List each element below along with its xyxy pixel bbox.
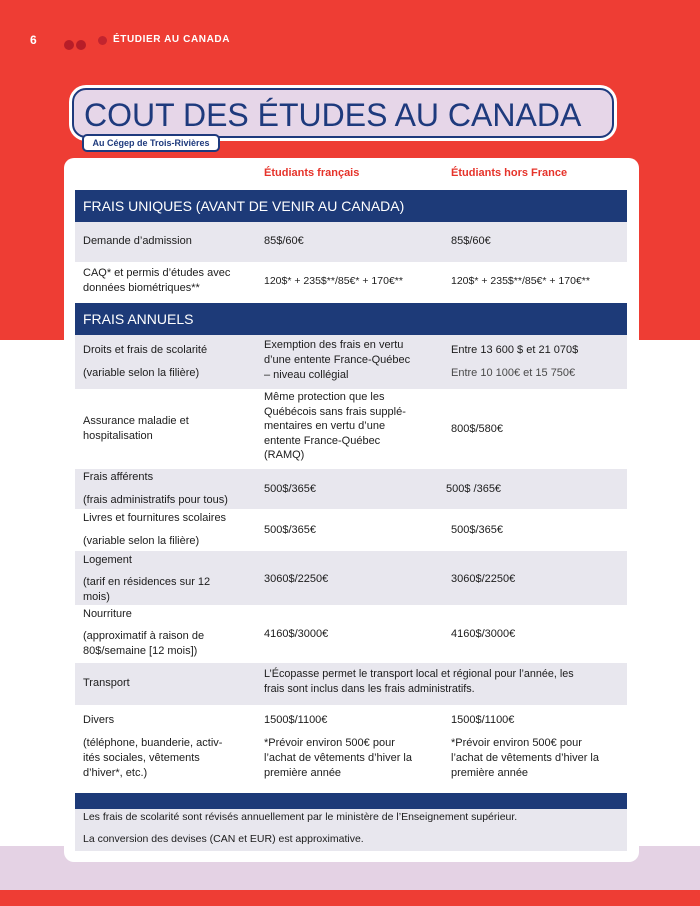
row-value-fees-french: 500$/365€ xyxy=(264,483,316,495)
row-label-tuition: Droits et frais de scolarité xyxy=(83,344,208,356)
row-note-misc-international: *Prévoir environ 500€ pour l’achat de vêtements d’hiver la première année xyxy=(451,737,599,780)
section-header-one-time-fees: FRAIS UNIQUES (AVANT DE VENIR AU CANADA) xyxy=(75,190,627,222)
footer-note-currency: La conversion des devises (CAN et EUR) est approximative. xyxy=(83,833,364,845)
row-sublabel-fees: (frais administratifs pour tous) xyxy=(83,494,228,506)
row-value-misc-international: 1500$/1100€ xyxy=(451,714,515,726)
column-header-international: Étudiants hors France xyxy=(451,167,568,179)
page-title: COUT DES ÉTUDES AU CANADA xyxy=(84,97,582,133)
row-value-food-french: 4160$/3000€ xyxy=(264,628,329,640)
row-sublabel-misc: (téléphone, buanderie, activ- ités sociales, vêtements d’hiver*, etc.) xyxy=(83,737,223,780)
section-label: ÉTUDIER AU CANADA xyxy=(113,34,231,45)
subtitle-badge: Au Cégep de Trois-Rivières xyxy=(82,134,220,152)
page-number: 6 xyxy=(30,33,37,47)
row-value-books-international: 500$/365€ xyxy=(451,524,503,536)
background-bottom-red-band xyxy=(0,890,700,906)
row-label-housing: Logement xyxy=(83,554,132,566)
row-value-tuition-french: Exemption des frais en vertu d’une entente France-Québec – niveau collégial xyxy=(264,339,411,382)
row-sublabel-housing: (tarif en résidences sur 12 mois) xyxy=(83,576,211,604)
row-value-insurance-french: Même protection que les Québécois sans frais supplé- mentaires en vertu d’une entente France-Québec (RAMQ) xyxy=(264,391,406,462)
row-label-fees: Frais afférents xyxy=(83,471,154,483)
row-note-misc-french: *Prévoir environ 500€ pour l’achat de vêtements d’hiver la première année xyxy=(264,737,412,780)
column-header-french: Étudiants français xyxy=(264,167,360,179)
row-sublabel-books: (variable selon la filière) xyxy=(83,535,200,547)
row-value-books-french: 500$/365€ xyxy=(264,524,316,536)
row-value-housing-international: 3060$/2250€ xyxy=(451,573,516,585)
row-sublabel-tuition: (variable selon la filière) xyxy=(83,367,200,379)
row-value-transport: L’Écopasse permet le transport local et régional pour l’année, les frais sont inclus dans les frais administratifs. xyxy=(264,668,574,695)
row-value-food-international: 4160$/3000€ xyxy=(451,628,516,640)
footer-bar xyxy=(75,793,627,809)
row-label-books: Livres et fournitures scolaires xyxy=(83,512,227,524)
row-value-misc-french: 1500$/1100€ xyxy=(264,714,328,726)
row-label-admission: Demande d’admission xyxy=(83,235,192,247)
row-label-food: Nourriture xyxy=(83,608,132,620)
section-header-annual-fees: FRAIS ANNUELS xyxy=(75,303,627,335)
row-label-insurance: Assurance maladie et hospitalisation xyxy=(83,415,189,443)
row-sublabel-food: (approximatif à raison de 80$/semaine [12 mois]) xyxy=(83,630,205,658)
row-value-admission-international: 85$/60€ xyxy=(451,235,491,247)
row-value-caq-international: 120$* + 235$**/85€* + 170€** xyxy=(451,275,590,287)
row-value-tuition-eur: Entre 10 100€ et 15 750€ xyxy=(451,367,576,379)
row-value-insurance-international: 800$/580€ xyxy=(451,423,503,435)
row-value-fees-international: 500$ /365€ xyxy=(446,483,502,495)
row-label-caq: CAQ* et permis d’études avec données biométriques** xyxy=(83,267,231,295)
row-value-caq-french: 120$* + 235$**/85€* + 170€** xyxy=(264,275,403,287)
row-value-tuition-cad: Entre 13 600 $ et 21 070$ xyxy=(451,344,579,356)
row-value-housing-french: 3060$/2250€ xyxy=(264,573,329,585)
row-label-misc: Divers xyxy=(83,714,115,726)
row-label-transport: Transport xyxy=(83,677,130,689)
title-box xyxy=(72,88,614,138)
decorative-dots-icon xyxy=(64,36,114,50)
footer-note-tuition: Les frais de scolarité sont révisés annuellement par le ministère de l’Enseignement supérieur. xyxy=(83,811,518,823)
row-value-admission-french: 85$/60€ xyxy=(264,235,304,247)
